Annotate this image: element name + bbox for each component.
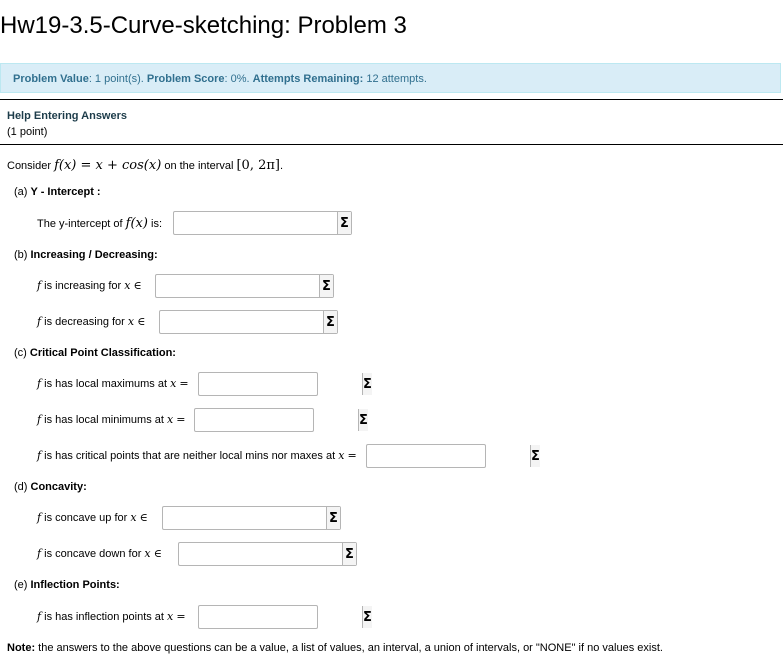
concave-down-answer-field[interactable] [178, 542, 357, 566]
neither-label: f is has critical points that are neither local mins nor maxes at x = [37, 449, 357, 462]
equation-editor-button[interactable]: Σ [326, 507, 340, 529]
equation-editor-button[interactable]: Σ [342, 543, 356, 565]
decreasing-answer-field[interactable] [159, 310, 338, 334]
concave-up-answer-field[interactable] [162, 506, 341, 530]
local-max-answer-field[interactable] [198, 372, 372, 396]
increasing-input[interactable] [156, 275, 319, 297]
problem-value-label: Problem Value [13, 73, 89, 85]
local-max-label: f is has local maximums at x = [37, 377, 189, 390]
problem-value-text: : 1 point(s). [88, 73, 147, 85]
problem-statement [7, 158, 283, 173]
inflection-answer-field[interactable] [198, 605, 372, 629]
increasing-label: f is increasing for x ∈ [37, 279, 142, 292]
yintercept-input[interactable] [174, 212, 337, 234]
page-title: Hw19-3.5-Curve-sketching: Problem 3 [0, 12, 407, 39]
decreasing-input[interactable] [160, 311, 323, 333]
attempts-label: Attempts Remaining: [252, 73, 364, 85]
local-max-input[interactable] [199, 373, 362, 395]
function-expression: f(x) = x + cos(x) [54, 158, 162, 173]
statement-text: on the interval [161, 160, 237, 172]
equation-editor-button[interactable]: Σ [358, 409, 368, 431]
problem-points: (1 point) [7, 126, 48, 138]
concave-up-input[interactable] [163, 507, 326, 529]
statement-text: . [279, 160, 284, 172]
equation-editor-button[interactable]: Σ [362, 606, 372, 628]
equation-editor-button[interactable]: Σ [337, 212, 351, 234]
decreasing-label: f is decreasing for x ∈ [37, 315, 146, 328]
interval-expression: [0, 2π] [236, 158, 280, 173]
concave-up-label: f is concave up for x ∈ [37, 511, 148, 524]
inflection-input[interactable] [199, 606, 362, 628]
increasing-answer-field[interactable] [155, 274, 334, 298]
statement-text: Consider [7, 160, 55, 172]
problem-score-label: Problem Score [146, 73, 225, 85]
section-d-heading: (d) Concavity: [14, 481, 87, 493]
local-min-input[interactable] [195, 409, 358, 431]
section-e-heading: (e) Inflection Points: [14, 579, 120, 591]
equation-editor-button[interactable]: Σ [319, 275, 333, 297]
help-entering-answers-link[interactable]: Help Entering Answers [7, 110, 128, 122]
equation-editor-button[interactable]: Σ [530, 445, 540, 467]
concave-down-input[interactable] [179, 543, 342, 565]
divider [0, 144, 783, 145]
attempts-text: 12 attempts. [363, 73, 427, 85]
local-min-label: f is has local minimums at x = [37, 413, 186, 426]
equation-editor-button[interactable]: Σ [362, 373, 372, 395]
problem-info-bar [0, 63, 781, 93]
section-b-heading: (b) Increasing / Decreasing: [14, 249, 158, 261]
equation-editor-button[interactable]: Σ [323, 311, 337, 333]
divider [0, 99, 783, 100]
problem-score-text: : 0%. [224, 73, 253, 85]
section-a-heading: (a) Y - Intercept : [14, 186, 101, 198]
neither-input[interactable] [367, 445, 530, 467]
answer-format-note: Note: the answers to the above questions can be a value, a list of values, an interval, a union of intervals, or "NONE" if no values exist. [7, 642, 663, 654]
yintercept-label: The y-intercept of f(x) is: [37, 216, 163, 231]
yintercept-answer-field[interactable] [173, 211, 352, 235]
local-min-answer-field[interactable] [194, 408, 368, 432]
section-c-heading: (c) Critical Point Classification: [14, 347, 176, 359]
concave-down-label: f is concave down for x ∈ [37, 547, 162, 560]
inflection-label: f is has inflection points at x = [37, 610, 186, 623]
neither-answer-field[interactable] [366, 444, 540, 468]
